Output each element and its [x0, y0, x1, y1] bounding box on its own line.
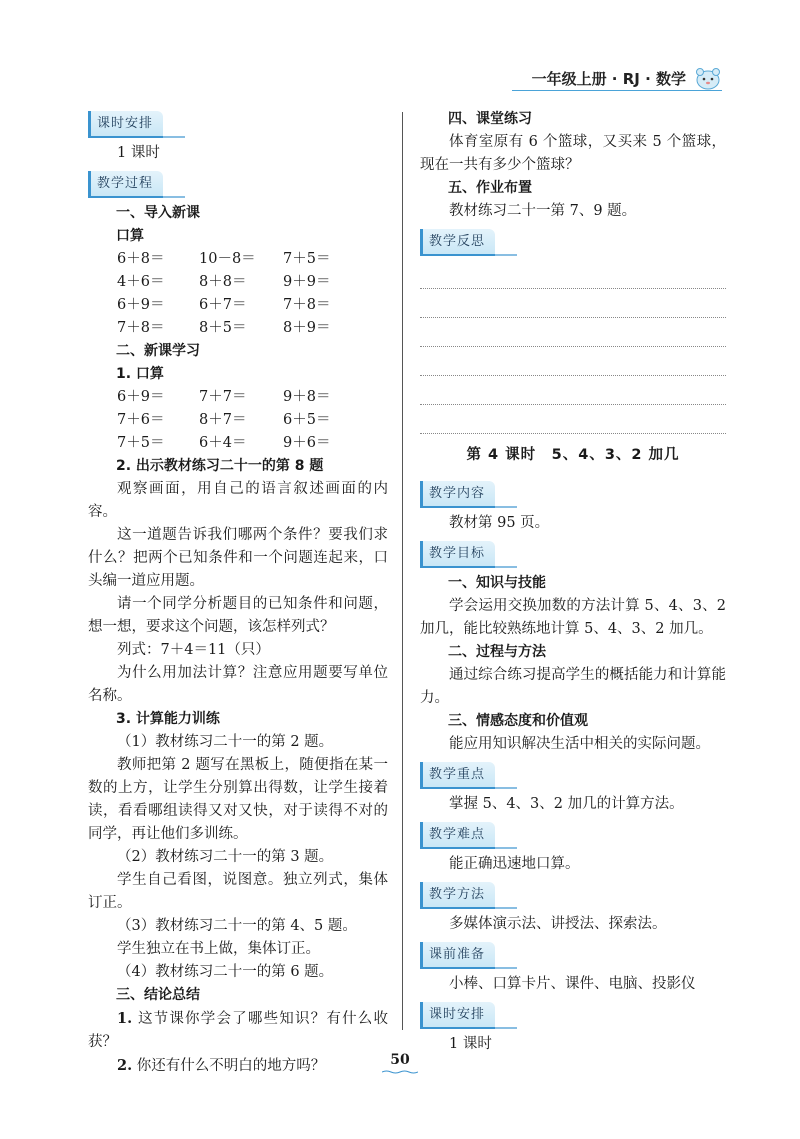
- subsection-title: 1. 口算: [116, 366, 164, 382]
- dotted-line: [420, 318, 726, 347]
- paragraph: 学生独立在书上做，集体订正。: [117, 941, 320, 957]
- calc-item: 4＋6＝: [117, 274, 165, 290]
- dotted-line: [420, 347, 726, 376]
- calc-item: 9＋9＝: [283, 274, 331, 290]
- section-title: 五、作业布置: [448, 180, 532, 196]
- tag-schedule: 课时安排: [420, 1002, 495, 1029]
- tag-key: 教学重点: [420, 762, 495, 789]
- calc-item: 7＋5＝: [117, 435, 165, 451]
- section-title: 二、过程与方法: [448, 644, 546, 660]
- calc-item: 6＋9＝: [117, 297, 165, 313]
- paragraph: 体育室原有 6 个篮球，又买来 5 个篮球，现在一共有多少个篮球？: [420, 134, 726, 173]
- dotted-line: [420, 405, 726, 434]
- column-divider: [402, 112, 403, 1030]
- tag-method: 教学方法: [420, 882, 495, 909]
- question-text: 这节课你学会了哪些知识？有什么收获？: [88, 1011, 388, 1050]
- paragraph: 这一道题告诉我们哪两个条件？要我们求什么？把两个已知条件和一个问题连起来，口头编一道应用题。: [88, 527, 388, 589]
- list-item: （3）教材练习二十一的第 4、5 题。: [117, 918, 357, 934]
- running-header: [532, 66, 722, 90]
- question: [88, 1007, 388, 1054]
- calc-item: 9＋6＝: [283, 435, 331, 451]
- right-column: [420, 108, 726, 1056]
- calc-item: 8＋5＝: [199, 320, 247, 336]
- list-item: （2）教材练习二十一的第 3 题。: [117, 849, 334, 865]
- paragraph: 通过综合练习提高学生的概括能力和计算能力。: [420, 667, 726, 706]
- oral-title: 口算: [116, 228, 144, 244]
- paragraph: 学生自己看图，说图意。独立列式，集体订正。: [88, 872, 388, 911]
- paragraph: 多媒体演示法、讲授法、探索法。: [449, 916, 667, 932]
- dotted-line: [420, 260, 726, 289]
- calc-item: 7＋8＝: [283, 297, 331, 313]
- tag-prep: 课前准备: [420, 942, 495, 969]
- dotted-line: [420, 289, 726, 318]
- calc-item: 10－8＝: [199, 251, 256, 267]
- paragraph: 观察画面，用自己的语言叙述画面的内容。: [88, 481, 388, 520]
- calc-item: 6＋7＝: [199, 297, 247, 313]
- list-item: （1）教材练习二十一的第 2 题。: [117, 734, 334, 750]
- schedule-text: 1 课时: [117, 145, 160, 161]
- calc-item: 7＋7＝: [199, 389, 247, 405]
- mascot-icon: [694, 66, 722, 90]
- header-rule: [512, 90, 722, 91]
- oral-calc-grid-2: [88, 386, 388, 455]
- paragraph: 请一个同学分析题目的已知条件和问题，想一想，要求这个问题，该怎样列式？: [88, 596, 388, 635]
- section-title: 三、结论总结: [116, 987, 200, 1003]
- section-title: 三、情感态度和价值观: [448, 713, 588, 729]
- question-number: 2.: [117, 1057, 133, 1074]
- question-number: 1.: [117, 1010, 133, 1027]
- paragraph: 能应用知识解决生活中相关的实际问题。: [449, 736, 710, 752]
- page-number-text: 50: [390, 1052, 410, 1068]
- calc-item: 6＋4＝: [199, 435, 247, 451]
- schedule-text: 1 课时: [449, 1036, 492, 1052]
- section-title: 四、课堂练习: [448, 111, 532, 127]
- calc-item: 7＋5＝: [283, 251, 331, 267]
- calc-item: 6＋8＝: [117, 251, 165, 267]
- reflection-lines: [420, 260, 726, 434]
- paragraph: 掌握 5、4、3、2 加几的计算方法。: [449, 796, 684, 812]
- subsection-title: 3. 计算能力训练: [116, 711, 220, 727]
- lesson-title: 第 4 课时 5、4、3、2 加几: [466, 447, 680, 463]
- calc-item: 6＋9＝: [117, 389, 165, 405]
- section-title: 二、新课学习: [116, 343, 200, 359]
- calc-item: 9＋8＝: [283, 389, 331, 405]
- section-title: 一、导入新课: [116, 205, 200, 221]
- tag-difficulty: 教学难点: [420, 822, 495, 849]
- paragraph: 小棒、口算卡片、课件、电脑、投影仪: [449, 976, 696, 992]
- section-title: 一、知识与技能: [448, 575, 546, 591]
- left-column: [88, 105, 388, 1078]
- paragraph: 教材练习二十一第 7、9 题。: [449, 203, 637, 219]
- paragraph: 教材第 95 页。: [449, 515, 550, 531]
- calc-item: 8＋8＝: [199, 274, 247, 290]
- dotted-line: [420, 376, 726, 405]
- calc-item: 7＋8＝: [117, 320, 165, 336]
- tag-schedule: 课时安排: [88, 111, 163, 138]
- wave-ornament-icon: [382, 1070, 418, 1074]
- calc-item: 7＋6＝: [117, 412, 165, 428]
- tag-reflection: 教学反思: [420, 229, 495, 256]
- page-number: [0, 1052, 800, 1074]
- paragraph: 为什么用加法计算？注意应用题要写单位名称。: [88, 665, 388, 704]
- calc-item: 8＋9＝: [283, 320, 331, 336]
- equation: 列式：7＋4＝11（只）: [117, 642, 270, 658]
- paragraph: 能正确迅速地口算。: [449, 856, 580, 872]
- paragraph: 教师把第 2 题写在黑板上，随便指在某一数的上方，让学生分别算出得数，让学生接着读，看看哪组读得又对又快，对于读得不对的同学，再让他们多训练。: [88, 757, 388, 842]
- tag-content: 教学内容: [420, 481, 495, 508]
- calc-item: 6＋5＝: [283, 412, 331, 428]
- tag-goal: 教学目标: [420, 541, 495, 568]
- oral-calc-grid: [88, 248, 388, 340]
- subsection-title: 2. 出示教材练习二十一的第 8 题: [116, 458, 324, 474]
- question-text: 你还有什么不明白的地方吗？: [132, 1058, 326, 1074]
- paragraph: 学会运用交换加数的方法计算 5、4、3、2 加几，能比较熟练地计算 5、4、3、2 加几。: [420, 598, 726, 637]
- list-item: （4）教材练习二十一的第 6 题。: [117, 964, 334, 980]
- calc-item: 8＋7＝: [199, 412, 247, 428]
- tag-process: 教学过程: [88, 171, 163, 198]
- header-title: 一年级上册 · RJ · 数学: [531, 69, 686, 88]
